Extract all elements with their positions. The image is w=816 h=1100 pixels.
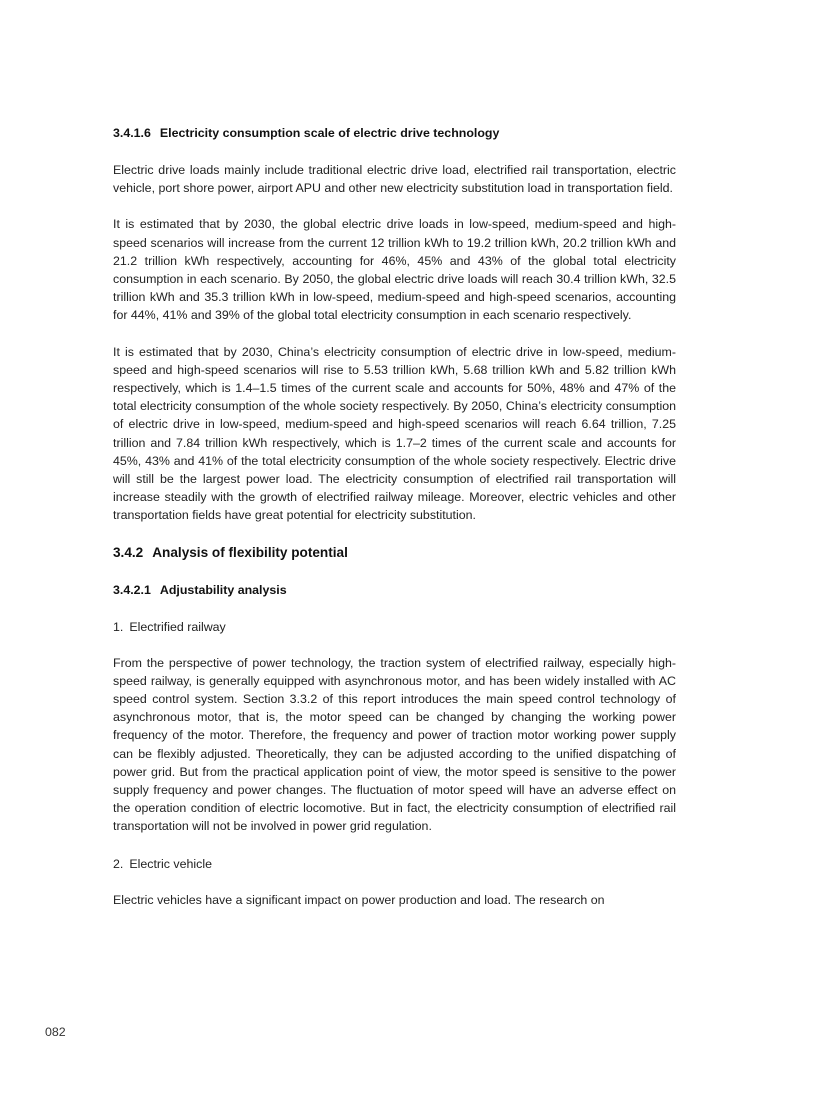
page-number: 082 <box>45 1025 66 1039</box>
heading-3-4-2-1 <box>113 581 676 599</box>
page-content <box>113 124 676 909</box>
heading-3-4-1-6 <box>113 124 676 142</box>
heading-title: Analysis of flexibility potential <box>152 544 348 560</box>
paragraph-electrified-railway: From the perspective of power technology, the traction system of electrified railway, especially high-speed railway, is generally equipped with asynchronous motor, and has been widely installed with AC speed control system. Section 3.3.2 of this report introduces the main speed control technology of asynchronous motor, that is, the motor speed can be changed by changing the working power frequency of the motor. Therefore, the frequency and power of traction motor working power supply can be flexibly adjusted. Theoretically, they can be adjusted according to the unified dispatching of power grid. But from the practical application point of view, the motor speed is sensitive to the power supply frequency and power changes. The fluctuation of motor speed will have an adverse effect on the operation condition of electric locomotive. But in fact, the electricity consumption of electrified rail transportation will not be involved in power grid regulation. <box>113 655 676 834</box>
list-title: Electrified railway <box>129 619 226 634</box>
paragraph-china-estimate: It is estimated that by 2030, China’s electricity consumption of electric drive in low-speed, medium-speed and high-speed scenarios will rise to 5.53 trillion kWh, 5.68 trillion kWh and 5.82 trillion kWh respectively, which is 1.4–1.5 times of the current scale and accounts for 50%, 48% and 47% of the total electricity consumption of the whole society respectively. By 2050, China’s electricity consumption of electric drive in low-speed, medium-speed and high-speed scenarios will reach 6.64 trillion, 7.25 trillion and 7.84 trillion kWh respectively, which is 1.7–2 times of the current scale and accounts for 45%, 43% and 41% of the total electricity consumption of the whole society respectively. Electric drive will still be the largest power load. The electricity consumption of electrified rail transportation will increase steadily with the growth of electrified railway mileage. Moreover, electric vehicles and other transportation fields have great potential for electricity substitution. <box>113 344 676 523</box>
list-title: Electric vehicle <box>129 856 212 871</box>
heading-number: 3.4.2.1 <box>113 582 151 597</box>
heading-3-4-2 <box>113 544 676 562</box>
paragraph-global-estimate: It is estimated that by 2030, the global electric drive loads in low-speed, medium-speed and high-speed scenarios will increase from the current 12 trillion kWh to 19.2 trillion kWh, 20.2 trillion kWh and 21.2 trillion kWh respectively, accounting for 46%, 45% and 43% of the global total electricity consumption in each scenario. By 2050, the global electric drive loads will reach 30.4 trillion kWh, 32.5 trillion kWh and 35.3 trillion kWh in low-speed, medium-speed and high-speed scenarios, accounting for 44%, 41% and 39% of the global total electricity consumption in each scenario respectively. <box>113 217 676 323</box>
paragraph-electric-drive-loads: Electric drive loads mainly include traditional electric drive load, electrified rail transportation, electric vehicle, port shore power, airport APU and other new electricity substitution load in transportation field. <box>113 163 676 196</box>
list-number: 2. <box>113 856 124 871</box>
heading-number: 3.4.2 <box>113 544 144 560</box>
paragraph-electric-vehicle: Electric vehicles have a significant impact on power production and load. The research on <box>113 892 605 907</box>
heading-title: Adjustability analysis <box>159 582 287 597</box>
heading-number: 3.4.1.6 <box>113 126 151 140</box>
list-item-electric-vehicle <box>113 855 676 873</box>
heading-title: Electricity consumption scale of electric drive technology <box>159 126 500 140</box>
list-number: 1. <box>113 619 124 634</box>
list-item-electrified-railway <box>113 618 676 636</box>
